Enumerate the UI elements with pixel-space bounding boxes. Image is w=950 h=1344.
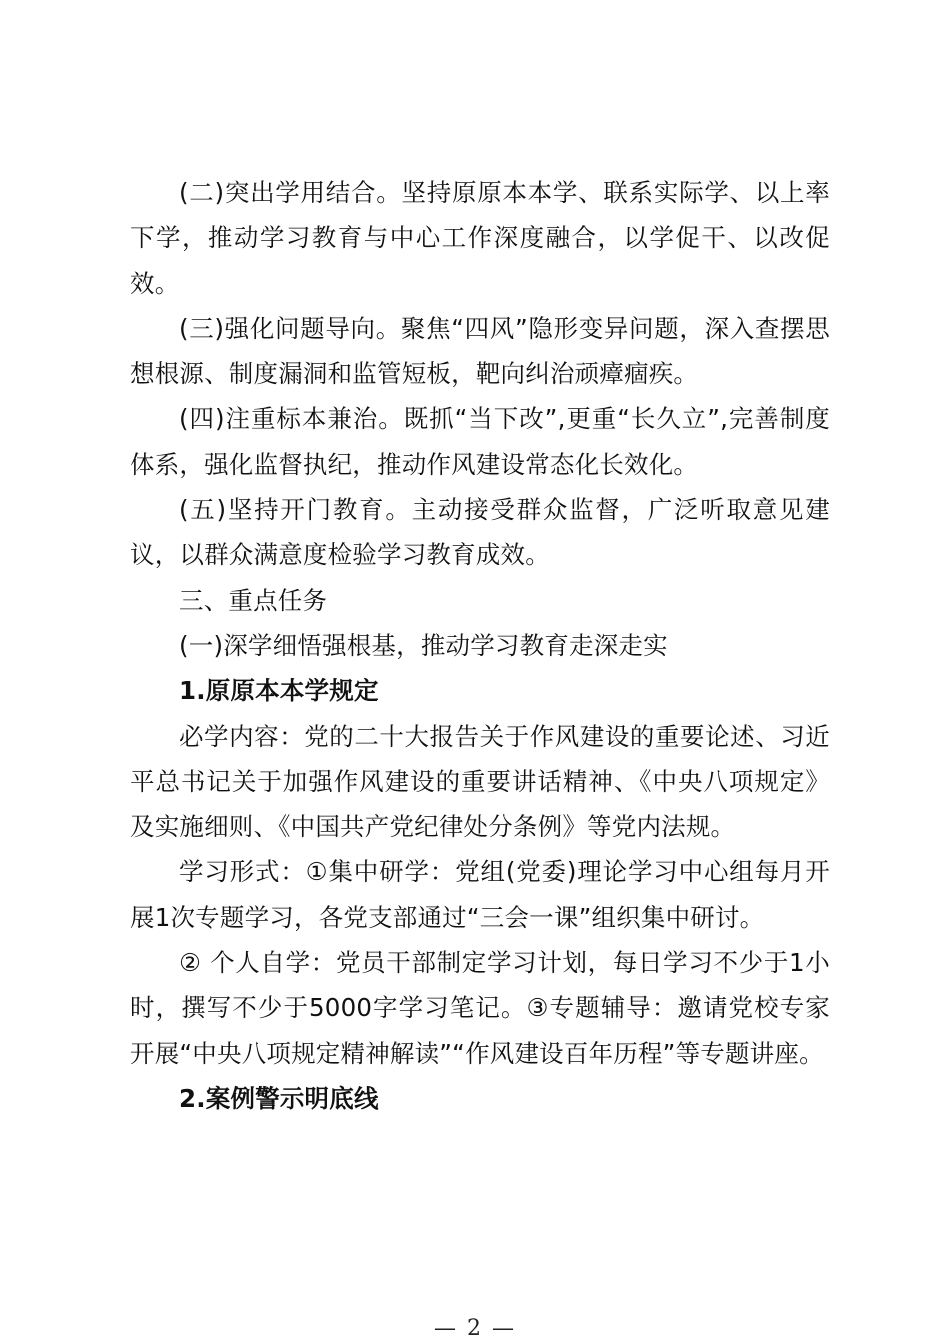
paragraph-study-form: 学习形式：①集中研学：党组(党委)理论学习中心组每月开展1次专题学习，各党支部通过“三会一课”组织集中研讨。 bbox=[130, 857, 830, 932]
paragraph-self-study: ② 个人自学：党员干部制定学习计划，每日学习不少于1小时，撰写不少于5000字学习笔记。③专题辅导：邀请党校专家开展“中央八项规定精神解读”“作风建设百年历程”等专题讲座。 bbox=[130, 948, 830, 1068]
paragraph-open-education: (五)坚持开门教育。主动接受群众监督，广泛听取意见建议，以群众满意度检验学习教育成效。 bbox=[130, 495, 830, 570]
page-number: — 2 — bbox=[434, 1316, 516, 1341]
paragraph-study-application: (二)突出学用结合。坚持原原本本学、联系实际学、以上率下学，推动学习教育与中心工作深度融合，以学促干、以改促效。 bbox=[130, 178, 830, 298]
document-body bbox=[130, 170, 830, 1121]
paragraph-required-content: 必学内容：党的二十大报告关于作风建设的重要论述、习近平总书记关于加强作风建设的重要讲话精神、《中央八项规定》及实施细则、《中国共产党纪律处分条例》等党内法规。 bbox=[130, 721, 830, 842]
item-heading-case-warning: 2.案例警示明底线 bbox=[179, 1083, 379, 1113]
paragraph-problem-orientation: (三)强化问题导向。聚焦“四风”隐形变异问题，深入查摆思想根源、制度漏洞和监管短板，靶向纠治顽瘴痼疾。 bbox=[130, 313, 830, 389]
item-heading-study-rules: 1.原原本本学规定 bbox=[179, 676, 379, 706]
subsection-heading-deep-study: (一)深学细悟强根基，推动学习教育走深走实 bbox=[179, 630, 668, 660]
section-heading-key-tasks: 三、重点任务 bbox=[179, 585, 328, 615]
paragraph-root-and-branch: (四)注重标本兼治。既抓“当下改”,更重“长久立”,完善制度体系，强化监督执纪，推动作风建设常态化长效化。 bbox=[130, 404, 830, 479]
